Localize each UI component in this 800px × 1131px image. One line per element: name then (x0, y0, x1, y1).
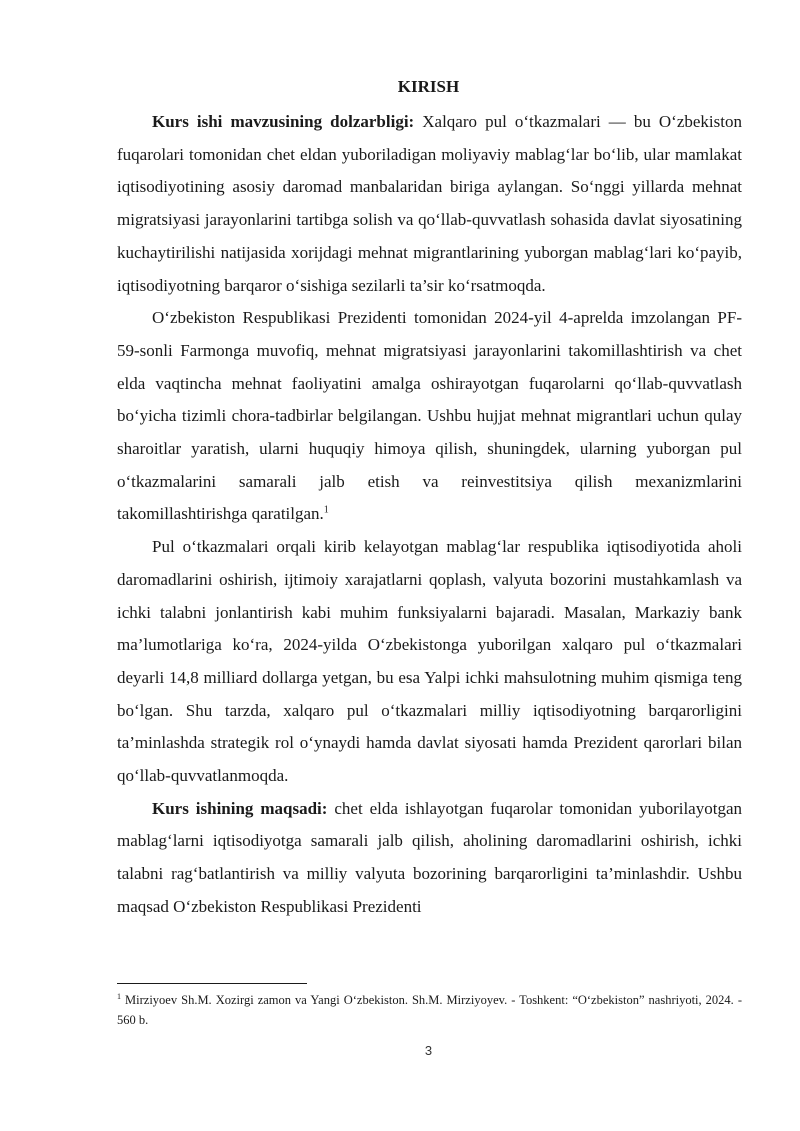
paragraph-lead-goal: Kurs ishining maqsadi: (152, 798, 328, 818)
paragraph-lead-relevance: Kurs ishi mavzusining dolzarbligi: (152, 112, 415, 131)
page-number: 3 (424, 1043, 433, 1058)
paragraph-relevance (117, 106, 742, 302)
section-heading: KIRISH (397, 77, 460, 96)
paragraph-text-decree: O‘zbekiston Respublikasi Prezidenti tomonidan 2024-yil 4-aprelda imzolangan PF-59-sonli Farmonga muvofiq, mehnat migratsiyasi jarayonlarini takomillashtirish va chet elda vaqtincha mehnat faoliyatini amalga oshirayotgan fuqarolarni qo‘llab-quvvatlash bo‘yicha tizimli chora-tadbirlar belgilangan. Ushbu hujjat mehnat migrantlari uchun qulay sharoitlar yaratish, ularni huquqiy himoya qilish, shuningdek, ularning yuborgan pul o‘tkazmalarini samarali jalb etish va reinvestitsiya qilish mexanizmlarini takomillashtirishga qaratilgan. (117, 308, 742, 524)
footnote-text: Mirziyoev Sh.M. Xozirgi zamon va Yangi O‘zbekiston. Sh.M. Mirziyoyev. - Toshkent: “O‘zbekiston” nashriyoti, 2024. - 560 b. (117, 993, 742, 1027)
footnote-mark: 1 (117, 991, 121, 1001)
paragraph-text-goal: chet elda ishlayotgan fuqarolar tomonidan yuborilayotgan mablag‘larni iqtisodiyotga samarali jalb qilish, aholining daromadlarini oshirish, ichki talabni rag‘batlantirish va milliy valyuta bozorining barqarorligini ta’minlashdir. Ushbu maqsad O‘zbekiston Respublikasi Prezidenti (117, 798, 742, 916)
paragraph-text-relevance: Xalqaro pul o‘tkazmalari — bu O‘zbekiston fuqarolari tomonidan chet eldan yuboriladigan moliyaviy mablag‘lar bo‘lib, ular mamlakat iqtisodiyotining asosiy daromad manbalaridan biriga aylangan. So‘nggi yillarda mehnat migratsiyasi jarayonlarini tartibga solish va qo‘llab-quvvatlash sohasida davlat siyosatining kuchaytirilishi natijasida xorijdagi mehnat migrantlarining yuborgan mablag‘lari ko‘payib, iqtisodiyotning barqaror o‘sishiga sezilarli ta’sir ko‘rsatmoqda. (117, 112, 742, 295)
body-text (117, 106, 742, 924)
footnote-divider (117, 983, 307, 984)
paragraph-goal (117, 793, 742, 924)
footnote (117, 990, 742, 1030)
footnote-reference[interactable]: 1 (323, 504, 329, 516)
paragraph-text-remittances: Pul o‘tkazmalari orqali kirib kelayotgan mablag‘lar respublika iqtisodiyotida aholi daromadlarini oshirish, ijtimoiy xarajatlarni qoplash, valyuta bozorini mustahkamlash va ichki talabni jonlantirish kabi muhim funksiyalarni bajaradi. Masalan, Markaziy bank ma’lumotlariga ko‘ra, 2024-yilda O‘zbekistonga yuborilgan xalqaro pul o‘tkazmalari deyarli 14,8 milliard dollarga yetgan, bu esa Yalpi ichki mahsulotning muhim qismiga teng bo‘lgan. Shu tarzda, xalqaro pul o‘tkazmalari milliy iqtisodiyotning barqarorligini ta’minlashda strategik rol o‘ynaydi hamda davlat siyosati hamda Prezident qarorlari bilan qo‘llab-quvvatlanmoqda. (117, 537, 742, 786)
paragraph-decree (117, 302, 742, 531)
paragraph-remittances (117, 531, 742, 793)
